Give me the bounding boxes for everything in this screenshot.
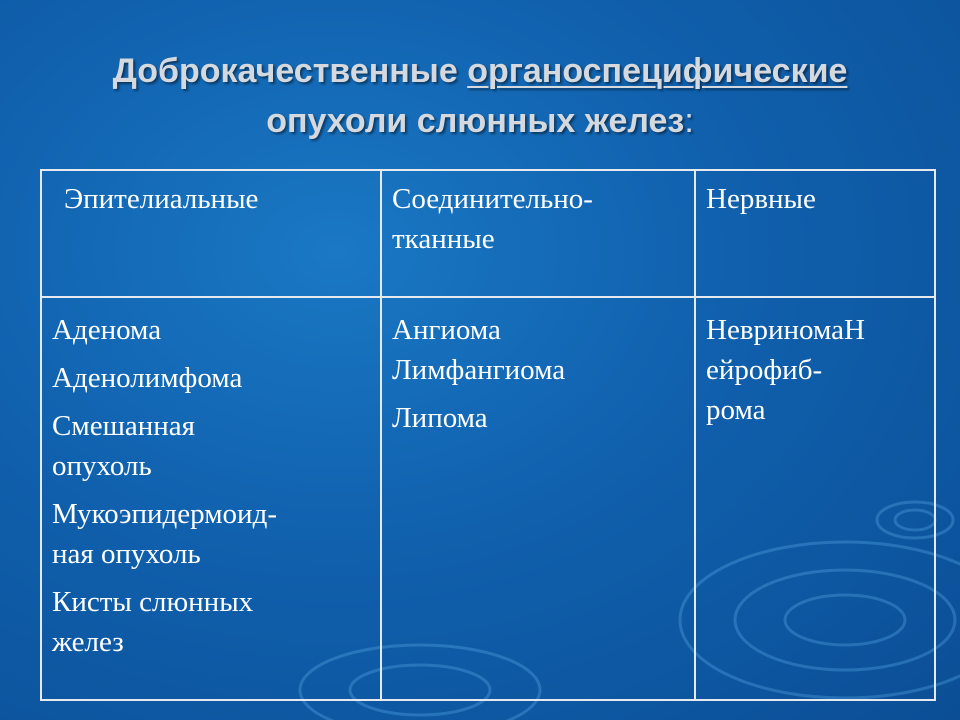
cell-nervous [695,297,935,700]
tumor-table [40,169,936,701]
title-text: Доброкачественные [112,52,468,90]
cell-epithelial [41,297,381,700]
list-item: НевриномаН [706,314,865,346]
list-item: Смешанная [52,410,196,442]
title-text: опухоли слюнных желез [266,102,685,140]
list-item: Липома [392,402,488,434]
list-item: опухоль [52,450,152,482]
list-item: Мукоэпидермоид- [52,498,277,530]
title-underlined-text: органоспецифические [467,52,848,90]
list-item: желез [52,626,124,658]
header-nervous [695,170,935,297]
list-item: ейрофиб- [706,354,823,386]
list-item: рома [706,394,766,426]
list-item: ная опухоль [52,538,201,570]
header-connective [381,170,695,297]
slide-title [0,46,960,146]
header-epithelial [41,170,381,297]
header-text: Соединительно- [392,183,593,215]
header-text: тканные [392,223,495,255]
cell-connective [381,297,695,700]
header-text: Нервные [706,183,816,215]
list-item: Аденолимфома [52,362,243,394]
list-item: Аденома [52,314,162,346]
title-colon: : [684,102,694,140]
list-item: Ангиома [392,314,501,346]
table-body-row [41,297,935,700]
header-text: Эпителиальные [64,183,259,215]
list-item: Лимфангиома [392,354,566,386]
list-item: Кисты слюнных [52,586,254,618]
table-header-row [41,170,935,297]
